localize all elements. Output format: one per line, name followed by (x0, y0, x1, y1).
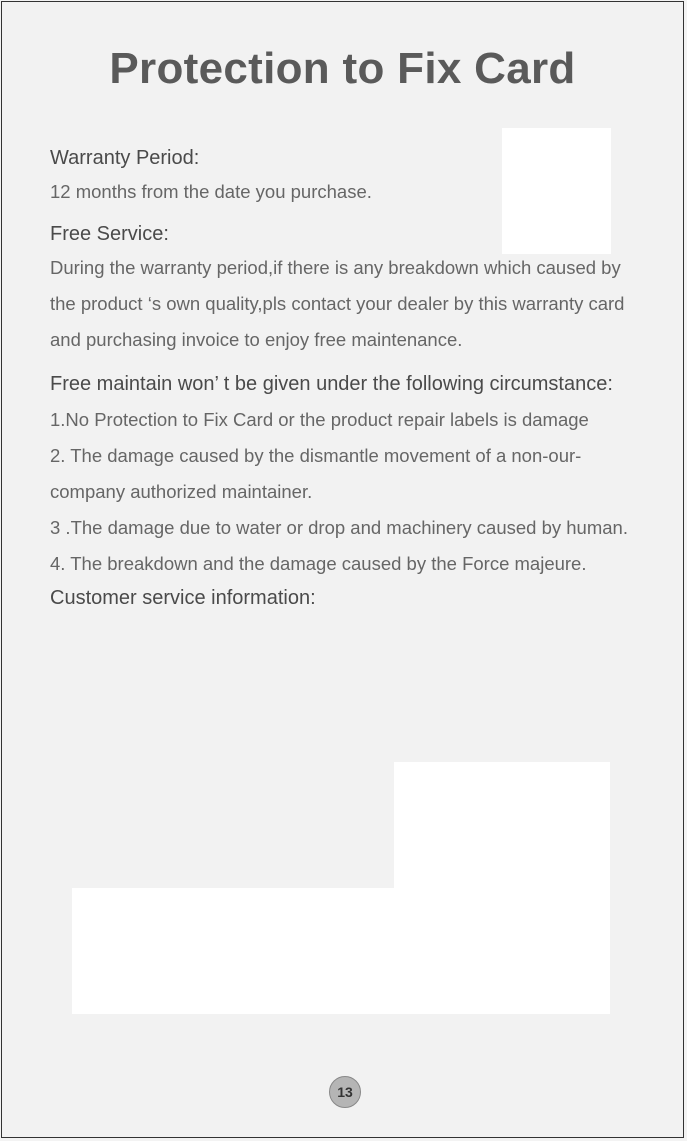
warranty-period-text: 12 months from the date you purchase. (50, 181, 372, 202)
page-title: Protection to Fix Card (109, 44, 576, 93)
exclusion-item-3: 3 .The damage due to water or drop and machinery caused by human. (50, 517, 628, 538)
exclusion-item-4: 4. The breakdown and the damage caused by the Force majeure. (50, 553, 587, 574)
exclusion-item-1: 1.No Protection to Fix Card or the product repair labels is damage (50, 409, 589, 430)
warranty-card-page (1, 1, 684, 1138)
blank-area-customer-details (72, 888, 610, 1014)
free-service-text: During the warranty period,if there is any breakdown which caused by the product ‘s own quality,pls contact your dealer by this warranty card and purchasing invoice to enjoy free maintenance. (50, 257, 625, 350)
warranty-period-heading: Warranty Period: (50, 147, 200, 169)
page-number-badge: 13 (329, 1076, 361, 1108)
customer-service-heading: Customer service information: (50, 587, 316, 609)
blank-area-top (502, 128, 611, 254)
exclusions-heading: Free maintain won’ t be given under the following circumstance: (50, 373, 613, 395)
blank-area-customer-info (394, 762, 610, 890)
exclusion-item-2: 2. The damage caused by the dismantle movement of a non-our-company authorized maintainer. (50, 445, 582, 502)
free-service-heading: Free Service: (50, 223, 169, 245)
